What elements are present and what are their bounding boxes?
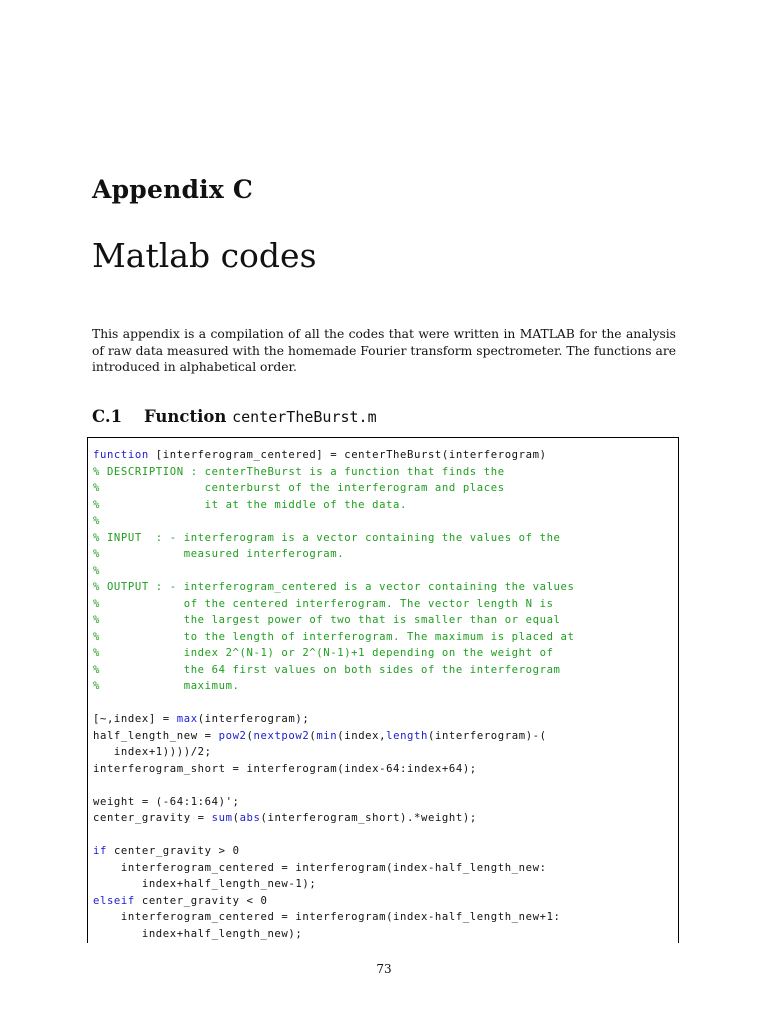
code-comment: % OUTPUT : - interferogram_centered is a vector containing the values bbox=[93, 581, 575, 593]
code-line bbox=[93, 464, 678, 481]
code-keyword: if bbox=[93, 845, 107, 857]
code-line bbox=[93, 678, 678, 695]
code-keyword: max bbox=[176, 713, 198, 725]
section-word: Function bbox=[144, 407, 227, 426]
code-line bbox=[93, 810, 678, 827]
code-line bbox=[93, 926, 678, 943]
code-text: interferogram_centered = interferogram(index-half_length_new: bbox=[93, 861, 547, 874]
code-comment: % maximum. bbox=[93, 680, 240, 692]
code-line bbox=[93, 827, 678, 844]
code-line bbox=[93, 662, 678, 679]
code-text: center_gravity > 0 bbox=[106, 845, 240, 857]
code-text: (interferogram_short).*weight); bbox=[260, 812, 477, 824]
code-text: index+half_length_new-1); bbox=[93, 878, 317, 890]
code-line bbox=[93, 794, 678, 811]
code-line bbox=[93, 596, 678, 613]
code-text: [~,index] = bbox=[93, 713, 177, 725]
code-comment: % measured interferogram. bbox=[93, 548, 345, 560]
code-keyword: function bbox=[93, 449, 149, 461]
appendix-label: Appendix C bbox=[92, 175, 253, 204]
code-line bbox=[93, 447, 678, 464]
page-number: 73 bbox=[376, 962, 392, 976]
code-line bbox=[93, 909, 678, 926]
code-comment: % bbox=[93, 515, 100, 527]
code-text: half_length_new = bbox=[93, 729, 219, 742]
section-filename: centerTheBurst.m bbox=[232, 408, 377, 426]
code-line bbox=[93, 893, 678, 910]
code-keyword: sum bbox=[211, 812, 233, 824]
code-line bbox=[93, 563, 678, 580]
code-text: interferogram_centered = interferogram(index-half_length_new+1: bbox=[93, 911, 561, 923]
code-text: index+half_length_new); bbox=[93, 927, 303, 940]
code-line bbox=[93, 777, 678, 794]
code-comment: % centerburst of the interferogram and places bbox=[93, 482, 505, 494]
code-text: (interferogram); bbox=[197, 713, 310, 725]
section-number: C.1 bbox=[92, 407, 123, 426]
code-text: ( bbox=[232, 812, 240, 824]
code-line bbox=[93, 612, 678, 629]
code-keyword: abs bbox=[239, 812, 261, 824]
code-text: center_gravity = bbox=[93, 812, 212, 824]
code-comment: % to the length of interferogram. The maximum is placed at bbox=[93, 630, 575, 643]
code-line bbox=[93, 860, 678, 877]
code-comment: % DESCRIPTION : centerTheBurst is a function that finds the bbox=[93, 465, 505, 478]
code-line bbox=[93, 629, 678, 646]
code-line bbox=[93, 513, 678, 530]
code-text: index+1))))/2; bbox=[93, 746, 212, 758]
code-comment: % index 2^(N-1) or 2^(N-1)+1 depending on the weight of bbox=[93, 647, 554, 659]
code-keyword: nextpow2 bbox=[253, 729, 310, 742]
code-line bbox=[93, 728, 678, 745]
code-keyword: elseif bbox=[93, 894, 135, 907]
code-line bbox=[93, 546, 678, 563]
intro-paragraph: This appendix is a compilation of all the codes that were written in MATLAB for the analysis of raw data measured with the homemade Fourier transform spectrometer. The functions are introduced in alphabetical order. bbox=[92, 327, 676, 374]
code-text: ( bbox=[309, 729, 317, 742]
chapter-title: Matlab codes bbox=[92, 236, 317, 275]
code-block bbox=[93, 447, 678, 942]
code-text: interferogram_short = interferogram(index-64:index+64); bbox=[93, 762, 477, 775]
code-text: [interferogram_centered] = centerTheBurst(interferogram) bbox=[148, 449, 547, 461]
code-text: ( bbox=[246, 729, 254, 742]
code-line bbox=[93, 711, 678, 728]
code-line bbox=[93, 761, 678, 778]
code-text: (index, bbox=[337, 729, 387, 742]
code-comment: % the largest power of two that is smaller than or equal bbox=[93, 614, 561, 626]
code-comment: % it at the middle of the data. bbox=[93, 498, 408, 511]
code-comment: % bbox=[93, 564, 100, 577]
code-comment: % of the centered interferogram. The vector length N is bbox=[93, 597, 554, 610]
code-keyword: pow2 bbox=[218, 729, 247, 742]
code-text: center_gravity < 0 bbox=[134, 894, 268, 907]
code-line bbox=[93, 695, 678, 712]
code-line bbox=[93, 843, 678, 860]
code-line bbox=[93, 645, 678, 662]
section-heading bbox=[92, 407, 377, 426]
code-line bbox=[93, 530, 678, 547]
code-listing bbox=[87, 437, 679, 943]
code-comment: % the 64 first values on both sides of the interferogram bbox=[93, 663, 561, 676]
code-comment: % INPUT : - interferogram is a vector containing the values of the bbox=[93, 531, 561, 544]
code-line bbox=[93, 480, 678, 497]
code-text: weight = (-64:1:64)'; bbox=[93, 795, 240, 808]
code-line bbox=[93, 579, 678, 596]
code-line bbox=[93, 744, 678, 761]
code-keyword: length bbox=[386, 729, 428, 742]
code-line bbox=[93, 497, 678, 514]
code-text: (interferogram)-( bbox=[428, 729, 547, 742]
code-line bbox=[93, 876, 678, 893]
code-keyword: min bbox=[316, 729, 338, 742]
